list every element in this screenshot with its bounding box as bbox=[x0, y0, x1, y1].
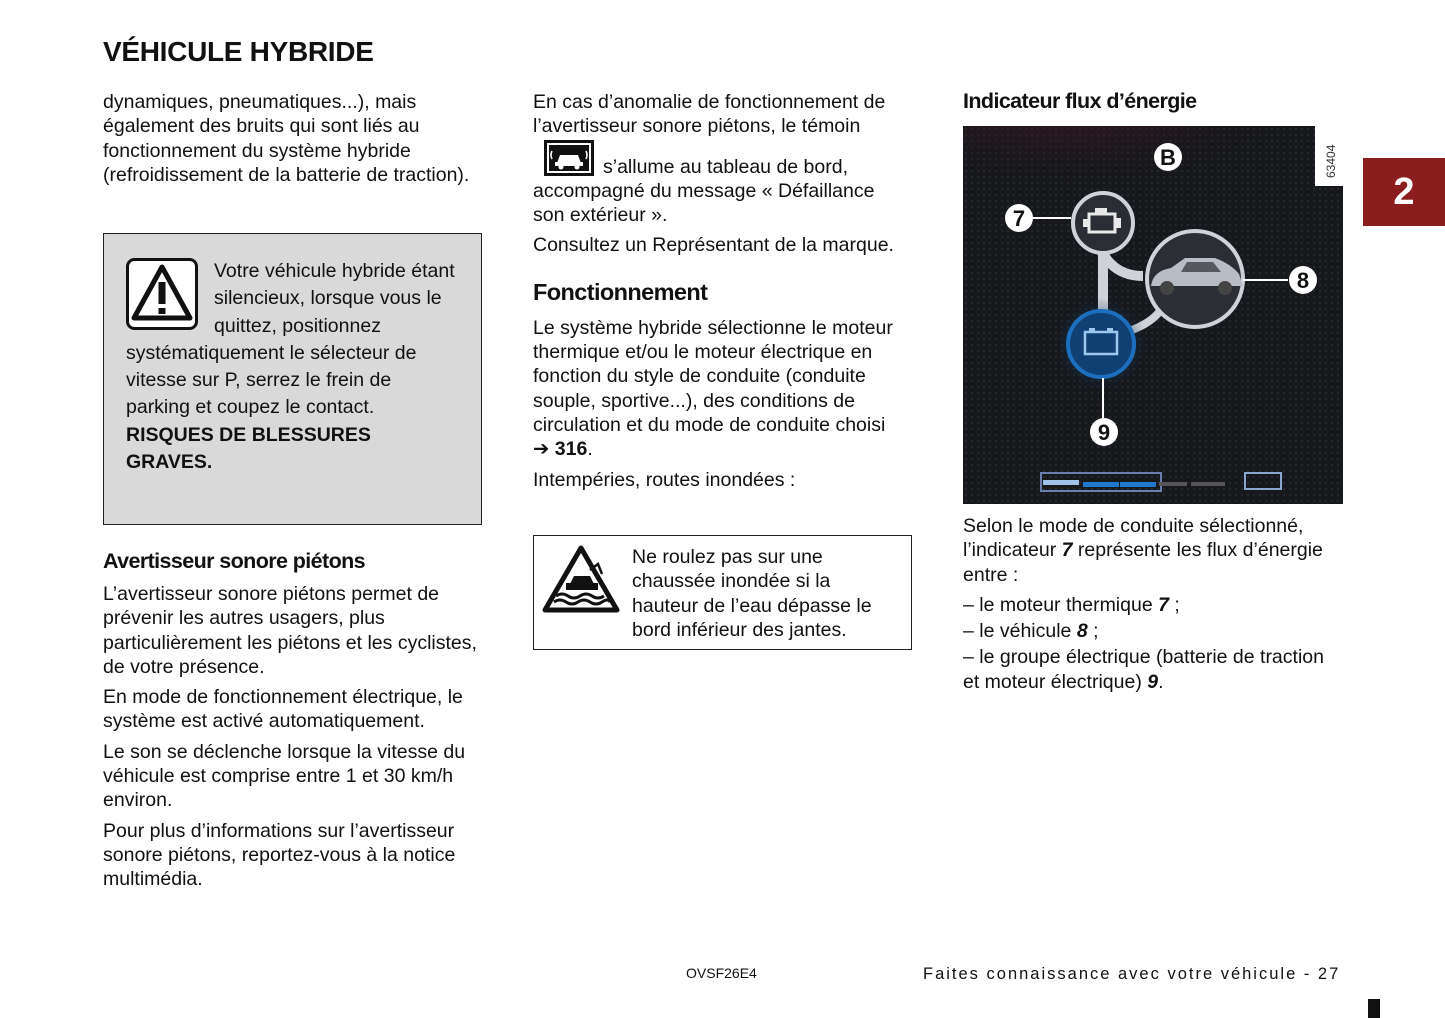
punctuation: . bbox=[587, 438, 593, 461]
section-title-energy-flow: Indicateur flux d’énergie bbox=[963, 89, 1197, 113]
paragraph-text: représente les flux d’énergie entre : bbox=[963, 539, 1323, 586]
reference-number: 8 bbox=[1076, 620, 1088, 643]
paragraph: L’avertisseur sonore piétons permet de prévenir les autres usagers, plus particulièrement les piétons et les cyclistes, de votre présence. bbox=[103, 583, 477, 678]
page-title: VÉHICULE HYBRIDE bbox=[103, 36, 374, 67]
warning-box bbox=[103, 233, 482, 525]
list-item-text: – le véhicule bbox=[963, 620, 1072, 643]
paragraph: Le son se déclenche lorsque la vitesse du véhicule est comprise entre 1 et 30 km/h environ. bbox=[103, 740, 466, 812]
list-item-text: – le groupe électrique (batterie de traction et moteur électrique) bbox=[963, 646, 1324, 693]
chapter-tab: 2 bbox=[1363, 158, 1445, 226]
section-title-operation: Fonctionnement bbox=[533, 278, 708, 305]
reference-number: 7 bbox=[1061, 539, 1073, 562]
column-1 bbox=[103, 90, 483, 193]
list-item bbox=[963, 619, 1335, 643]
pedestrian-alert-icon bbox=[543, 139, 595, 177]
list-item-text: – le moteur thermique bbox=[963, 593, 1153, 616]
paragraph: Consultez un Représentant de la marque. bbox=[533, 234, 894, 257]
paragraph-text: Le système hybride sélectionne le moteur thermique et/ou le moteur électrique en fonction du style de conduite (conduite souple, sportive...), des conditions de circulation et du mode de conduite choisi bbox=[533, 316, 893, 436]
section-title-pedestrian-alert: Avertisseur sonore piétons bbox=[103, 549, 365, 573]
footer-page-text: Faites connaissance avec votre véhicule - 27 bbox=[923, 965, 1341, 983]
paragraph: Pour plus d’informations sur l’avertisseur sonore piétons, reportez-vous à la notice multimédia. bbox=[103, 819, 456, 891]
page-reference[interactable]: 316 bbox=[554, 438, 588, 461]
engine-icon bbox=[1073, 193, 1133, 253]
column-3-header bbox=[963, 88, 1343, 122]
punctuation: . bbox=[1158, 670, 1164, 693]
paragraph-text: Selon le mode de conduite sélectionné, l’indicateur bbox=[963, 515, 1304, 562]
figure-ref-number: 63404 bbox=[1324, 144, 1338, 178]
energy-flow-figure bbox=[963, 126, 1343, 504]
paragraph bbox=[963, 514, 1335, 587]
flood-warning-text: Ne roulez pas sur une chaussée inondée si la hauteur de l’eau dépasse le bord inférieur des jantes. bbox=[632, 546, 872, 641]
warning-triangle-icon bbox=[126, 258, 198, 330]
figure-label-7: 7 bbox=[1012, 206, 1026, 231]
column-3-text bbox=[963, 514, 1335, 696]
list-item bbox=[963, 645, 1335, 694]
paragraph-text: En cas d’anomalie de fonctionnement de l’avertisseur sonore piétons, le témoin bbox=[533, 91, 886, 138]
intro-paragraph: dynamiques, pneumatiques...), mais également des bruits qui sont liés au fonctionnement du système hybride (refroidissement de la batterie de traction). bbox=[103, 91, 470, 186]
punctuation: ; bbox=[1174, 593, 1180, 616]
flooded-road-icon bbox=[542, 544, 620, 614]
paragraph: Intempéries, routes inondées : bbox=[533, 468, 796, 491]
figure-label-8: 8 bbox=[1296, 268, 1310, 293]
footer-marker bbox=[1368, 999, 1380, 1018]
battery-icon bbox=[1055, 298, 1147, 390]
list-item bbox=[963, 593, 1335, 617]
column-2 bbox=[533, 90, 903, 498]
reference-number: 9 bbox=[1147, 670, 1159, 693]
paragraph bbox=[533, 90, 903, 227]
warning-text: Votre véhicule hybride étant silencieux, lorsque vous le quittez, positionnez systématiquement le sélecteur de vitesse sur P, serrez le frein de parking et coupez le contact. bbox=[126, 260, 455, 419]
paragraph: En mode de fonctionnement électrique, le système est activé automatiquement. bbox=[103, 686, 463, 733]
arrow-right-icon: ➔ bbox=[533, 438, 550, 461]
figure-label-b: B bbox=[1160, 145, 1176, 170]
flood-warning-box bbox=[533, 535, 912, 650]
reference-number: 7 bbox=[1158, 593, 1169, 616]
punctuation: ; bbox=[1093, 620, 1099, 643]
paragraph bbox=[533, 316, 903, 462]
paragraph-text: s’allume au tableau de bord, accompagné du message « Défaillance son extérieur ». bbox=[533, 155, 875, 227]
car-icon bbox=[1147, 231, 1243, 327]
warning-bold: RISQUES DE BLESSURES GRAVES. bbox=[126, 423, 371, 474]
footer-code: OVSF26E4 bbox=[686, 965, 757, 981]
column-1-section bbox=[103, 548, 483, 898]
figure-label-9: 9 bbox=[1097, 420, 1111, 445]
